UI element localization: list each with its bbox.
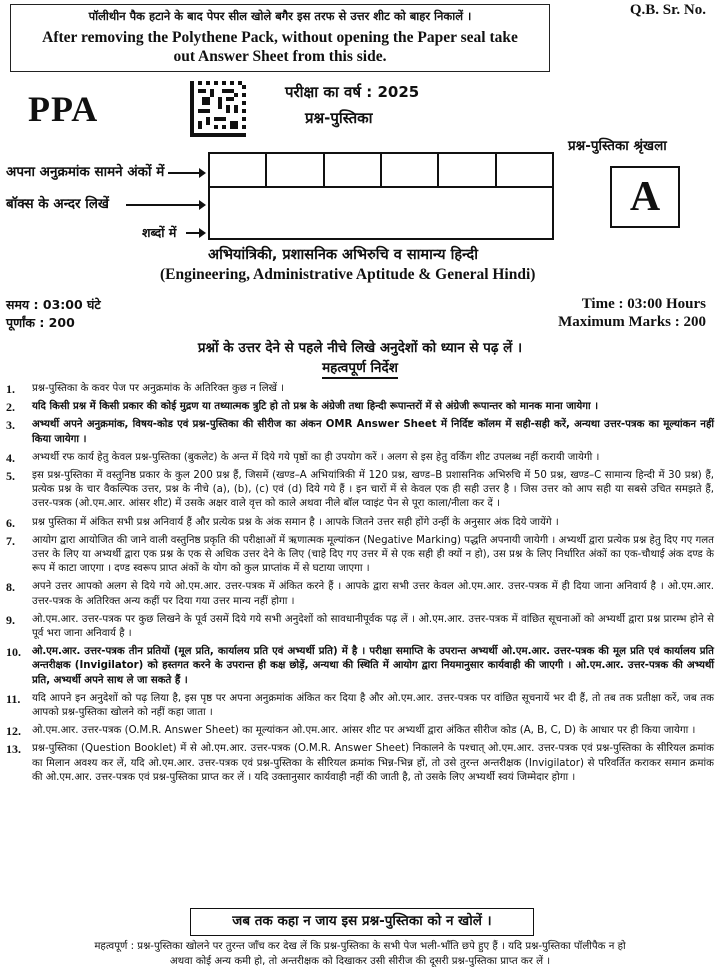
- seal-notice-hindi: पॉलीथीन पैक हटाने के बाद पेपर सील खोले बगैर इस तरफ से उत्तर शीट को बाहर निकालें ।: [88, 9, 472, 23]
- instruction-number: 3.: [6, 418, 15, 433]
- instructions-heading: महत्वपूर्ण निर्देश: [322, 360, 398, 379]
- instruction-item: [6, 418, 714, 446]
- instruction-text: आयोग द्वारा आयोजित की जाने वाली वस्तुनिष्ठ प्रकृति की परीक्षाओं में ऋणात्मक मूल्यांकन (Negative Marking) पद्धति अपनायी जायेगी । अभ्यर्थी द्वारा प्रत्येक प्रश्न हेतु दिए गए गलत उत्तर के लिए या अभ्यर्थी द्वारा एक प्रश्न के एक से अधिक उत्तर देने के लिए (चाहे दिए गए उत्तर में से एक सही ही क्यों न हो), उस प्रश्न के लिए निर्धारित अंकों का एक-चौथाई अंक दण्ड के रूप में काटा जाएगा । दण्ड स्वरूप प्राप्त अंकों के योग को कुल प्राप्तांक में से घटाया जाएगा ।: [32, 534, 714, 575]
- instruction-text: प्रश्न-पुस्तिका के कवर पेज पर अनुक्रमांक के अतिरिक्त कुछ न लिखें ।: [32, 383, 285, 394]
- exam-code: PPA: [28, 89, 99, 129]
- marks-hindi: पूर्णांक : 200: [6, 315, 75, 330]
- footer-note-line-2: अथवा कोई अन्य कमी हो, तो अन्तरीक्षक को दिखाकर उसी सीरीज की दूसरी प्रश्न-पुस्तिका प्राप्त कर लें ।: [169, 955, 551, 967]
- read-instructions-note: प्रश्नों के उत्तर देने से पहले नीचे लिखे अनुदेशों को ध्यान से पढ़ लें ।: [197, 340, 523, 356]
- arrow-right-icon: [186, 232, 204, 234]
- instruction-text: अभ्यर्थी रफ कार्य हेतु केवल प्रश्न-पुस्तिका (बुकलेट) के अन्त में दिये गये पृष्ठों का ही उपयोग करें । अलग से इस हेतु वर्किंग शीट उपलब्ध नहीं करायी जायेगी ।: [32, 451, 600, 463]
- instruction-text: अभ्यर्थी अपने अनुक्रमांक, विषय-कोड एवं प्रश्न-पुस्तिका की सीरीज का अंकन OMR Answer Sheet में निर्दिष्ट कॉलम में सही-सही करें, अन्यथा उत्तर-पत्रक का मूल्यांकन नहीं किया जायेगा ।: [32, 419, 714, 445]
- instruction-item: [6, 645, 714, 688]
- roll-number-instruction-1: अपना अनुक्रमांक सामने अंकों में: [6, 164, 165, 180]
- instruction-item: [6, 613, 714, 641]
- instruction-text: ओ.एम.आर. उत्तर-पत्रक (O.M.R. Answer Sheet) का मूल्यांकन ओ.एम.आर. आंसर शीट पर अभ्यर्थी द्वारा अंकित सीरीज कोड (A, B, C, D) के आधार पर ही किया जायेगा ।: [32, 725, 696, 737]
- roll-digit-box[interactable]: [439, 154, 496, 186]
- footer-note-line-1: महत्वपूर्ण : प्रश्न-पुस्तिका खोलने पर तुरन्त जाँच कर देख लें कि प्रश्न-पुस्तिका के सभी पेज भली-भाँति छपे हुए हैं । यदि प्रश्न-पुस्तिका पॉलीपैक न हो: [94, 941, 626, 952]
- booklet-title: प्रश्न-पुस्तिका: [305, 109, 373, 127]
- arrow-right-icon: [168, 172, 204, 174]
- roll-words-label: शब्दों में: [142, 225, 177, 240]
- instruction-item: [6, 451, 714, 465]
- instruction-number: 11.: [6, 691, 21, 706]
- instruction-text: इस प्रश्न-पुस्तिका में वस्तुनिष्ठ प्रकार के कुल 200 प्रश्न हैं, जिसमें (खण्ड–A अभियांत्रिकी में 120 प्रश्न, खण्ड–B प्रशासनिक अभिरुचि में 50 प्रश्न, खण्ड–C सामान्य हिन्दी में 30 प्रश्न) हैं, प्रत्येक प्रश्न के चार वैकल्पिक उत्तर, प्रश्न के नीचे (a), (b), (c) एवं (d) दिये गये हैं । इन चारों में से केवल एक ही सही उत्तर है । जिस उत्तर को आप सही या सबसे उचित समझते हैं, उत्तर-पत्रक (ओ.एम.आर. आंसर शीट) में उसके अक्षर वाले वृत्त को काले अथवा नीले बॉल प्वाइंट पेन से पूरा काला/नीला कर दें ।: [32, 470, 714, 510]
- instructions-heading-wrap: [0, 357, 720, 376]
- instruction-number: 2.: [6, 400, 15, 415]
- arrow-right-icon: [126, 204, 204, 206]
- series-label: प्रश्न-पुस्तिका श्रृंखला: [568, 138, 667, 154]
- instruction-item: [6, 742, 714, 785]
- subject-title-hindi: अभियांत्रिकी, प्रशासनिक अभिरुचि व सामान्य हिन्दी: [208, 247, 478, 263]
- roll-digit-box[interactable]: [497, 154, 552, 186]
- seal-notice-english-2: out Answer Sheet from this side.: [173, 48, 387, 65]
- instruction-text: ओ.एम.आर. उत्तर-पत्रक पर कुछ लिखने के पूर्व उसमें दिये गये सभी अनुदेशों को सावधानीपूर्वक पढ़ लें । ओ.एम.आर. उत्तर-पत्रक में वांछित सूचनाओं को अभ्यर्थी द्वारा प्रश्न प्रारम्भ होने से पूर्व भरा जाना अनिवार्य है ।: [32, 613, 714, 640]
- instruction-number: 10.: [6, 645, 21, 660]
- do-not-open-notice: जब तक कहा न जाय इस प्रश्न-पुस्तिका को न खोलें ।: [190, 908, 534, 936]
- qb-serial-number-label: Q.B. Sr. No.: [629, 2, 706, 18]
- roll-number-words-box[interactable]: [208, 188, 554, 240]
- roll-digit-box[interactable]: [382, 154, 439, 186]
- subject-title-english: (Engineering, Administrative Aptitude & General Hindi): [160, 266, 536, 283]
- seal-notice-box: [10, 4, 550, 72]
- instruction-item: [6, 400, 714, 414]
- instruction-item: [6, 469, 714, 512]
- time-english: Time : 03:00 Hours: [581, 296, 706, 312]
- series-value-box: A: [610, 166, 680, 228]
- instruction-text: प्रश्न-पुस्तिका (Question Booklet) में से ओ.एम.आर. उत्तर-पत्रक (O.M.R. Answer Sheet) निकालने के पश्चात् ओ.एम.आर. उत्तर-पत्रक एवं प्रश्न-पुस्तिका के सीरियल क्रमांक का मिलान अवश्य कर लें, यदि ओ.एम.आर. उत्तर-पत्रक एवं प्रश्न-पुस्तिका के सीरियल क्रमांक भिन्न-भिन्न हों, तो उसे तुरन्त अन्तरीक्षक (Invigilator) से परिवर्तित कराकर समान क्रमांक की ओ.एम.आर. उत्तर-पत्रक एवं प्रश्न-पुस्तिका प्राप्त कर लें । यदि उक्तानुसार कार्यवाही नहीं की जाती है, तो उसके लिए अभ्यर्थी स्वयं जिम्मेदार होगा ।: [32, 743, 714, 783]
- instruction-item: [6, 580, 714, 608]
- instruction-text: यदि आपने इन अनुदेशों को पढ़ लिया है, इस पृष्ठ पर अपना अनुक्रमांक अंकित कर दिया है और ओ.एम.आर. उत्तर-पत्रक पर वांछित सूचनायें भर दी हैं, तो तब तक प्रतीक्षा करें, जब तक आपको प्रश्न-पुस्तिका खोलने को नहीं कहा जाता ।: [32, 692, 714, 719]
- instructions-list: [6, 382, 714, 789]
- instruction-number: 5.: [6, 469, 15, 484]
- instruction-number: 4.: [6, 450, 15, 465]
- instruction-text: यदि किसी प्रश्न में किसी प्रकार की कोई मुद्रण या तथ्यात्मक त्रुटि हो तो प्रश्न के अंग्रेजी तथा हिन्दी रूपान्तरों में से अंग्रेजी रूपान्तर को मानक माना जायेगा ।: [32, 401, 599, 413]
- instruction-number: 6.: [6, 515, 15, 530]
- instruction-item: [6, 534, 714, 577]
- instruction-text: अपने उत्तर आपको अलग से दिये गये ओ.एम.आर. उत्तर-पत्रक में अंकित करने हैं । आपके द्वारा सभी उत्तर केवल ओ.एम.आर. उत्तर-पत्रक में ही दिया जाना अनिवार्य है । ओ.एम.आर. उत्तर-पत्रक के अतिरिक्त अन्य कहीं पर दिया गया उत्तर मान्य नहीं होगा ।: [32, 581, 714, 607]
- instruction-text: प्रश्न पुस्तिका में अंकित सभी प्रश्न अनिवार्य हैं और प्रत्येक प्रश्न के अंक समान है । आपके जितने उत्तर सही होंगे उन्हीं के अनुसार अंक दिये जायेंगे ।: [32, 516, 559, 528]
- instruction-number: 7.: [6, 533, 15, 548]
- roll-number-instruction-2: बॉक्स के अन्दर लिखें: [6, 196, 109, 212]
- instruction-number: 9.: [6, 612, 15, 627]
- instruction-number: 8.: [6, 580, 15, 595]
- instruction-text: ओ.एम.आर. उत्तर-पत्रक तीन प्रतियों (मूल प्रति, कार्यालय प्रति एवं अभ्यर्थी प्रति) में है । परीक्षा समाप्ति के उपरान्त अभ्यर्थी ओ.एम.आर. उत्तर-पत्रक की मूल प्रति एवं कार्यालय प्रति अन्तरीक्षक (Invigilator) को हस्तगत करने के उपरान्त ही कक्ष छोड़ें, अन्यथा की स्थिति में आयोग द्वारा नियमानुसार कार्यवाही की जाएगी । ओ.एम.आर. उत्तर-पत्रक की अभ्यर्थी प्रति, अभ्यर्थी अपने साथ ले जा सकते हैं ।: [32, 646, 714, 686]
- instruction-item: [6, 724, 714, 738]
- instruction-number: 13.: [6, 742, 21, 757]
- important-footer-note: [6, 940, 714, 969]
- time-hindi: समय : 03:00 घंटे: [6, 297, 101, 312]
- marks-english: Maximum Marks : 200: [558, 314, 706, 330]
- roll-digit-box[interactable]: [210, 154, 267, 186]
- seal-notice-english-1: After removing the Polythene Pack, without opening the Paper seal take: [42, 29, 518, 46]
- roll-number-digit-boxes[interactable]: [208, 152, 554, 188]
- instruction-item: [6, 692, 714, 720]
- instruction-number: 1.: [6, 382, 15, 396]
- datamatrix-code-icon: [190, 80, 246, 138]
- instruction-number: 12.: [6, 724, 21, 739]
- instruction-item: [6, 382, 714, 396]
- roll-digit-box[interactable]: [267, 154, 324, 186]
- roll-digit-box[interactable]: [325, 154, 382, 186]
- exam-year: परीक्षा का वर्ष : 2025: [285, 83, 420, 101]
- instruction-item: [6, 516, 714, 530]
